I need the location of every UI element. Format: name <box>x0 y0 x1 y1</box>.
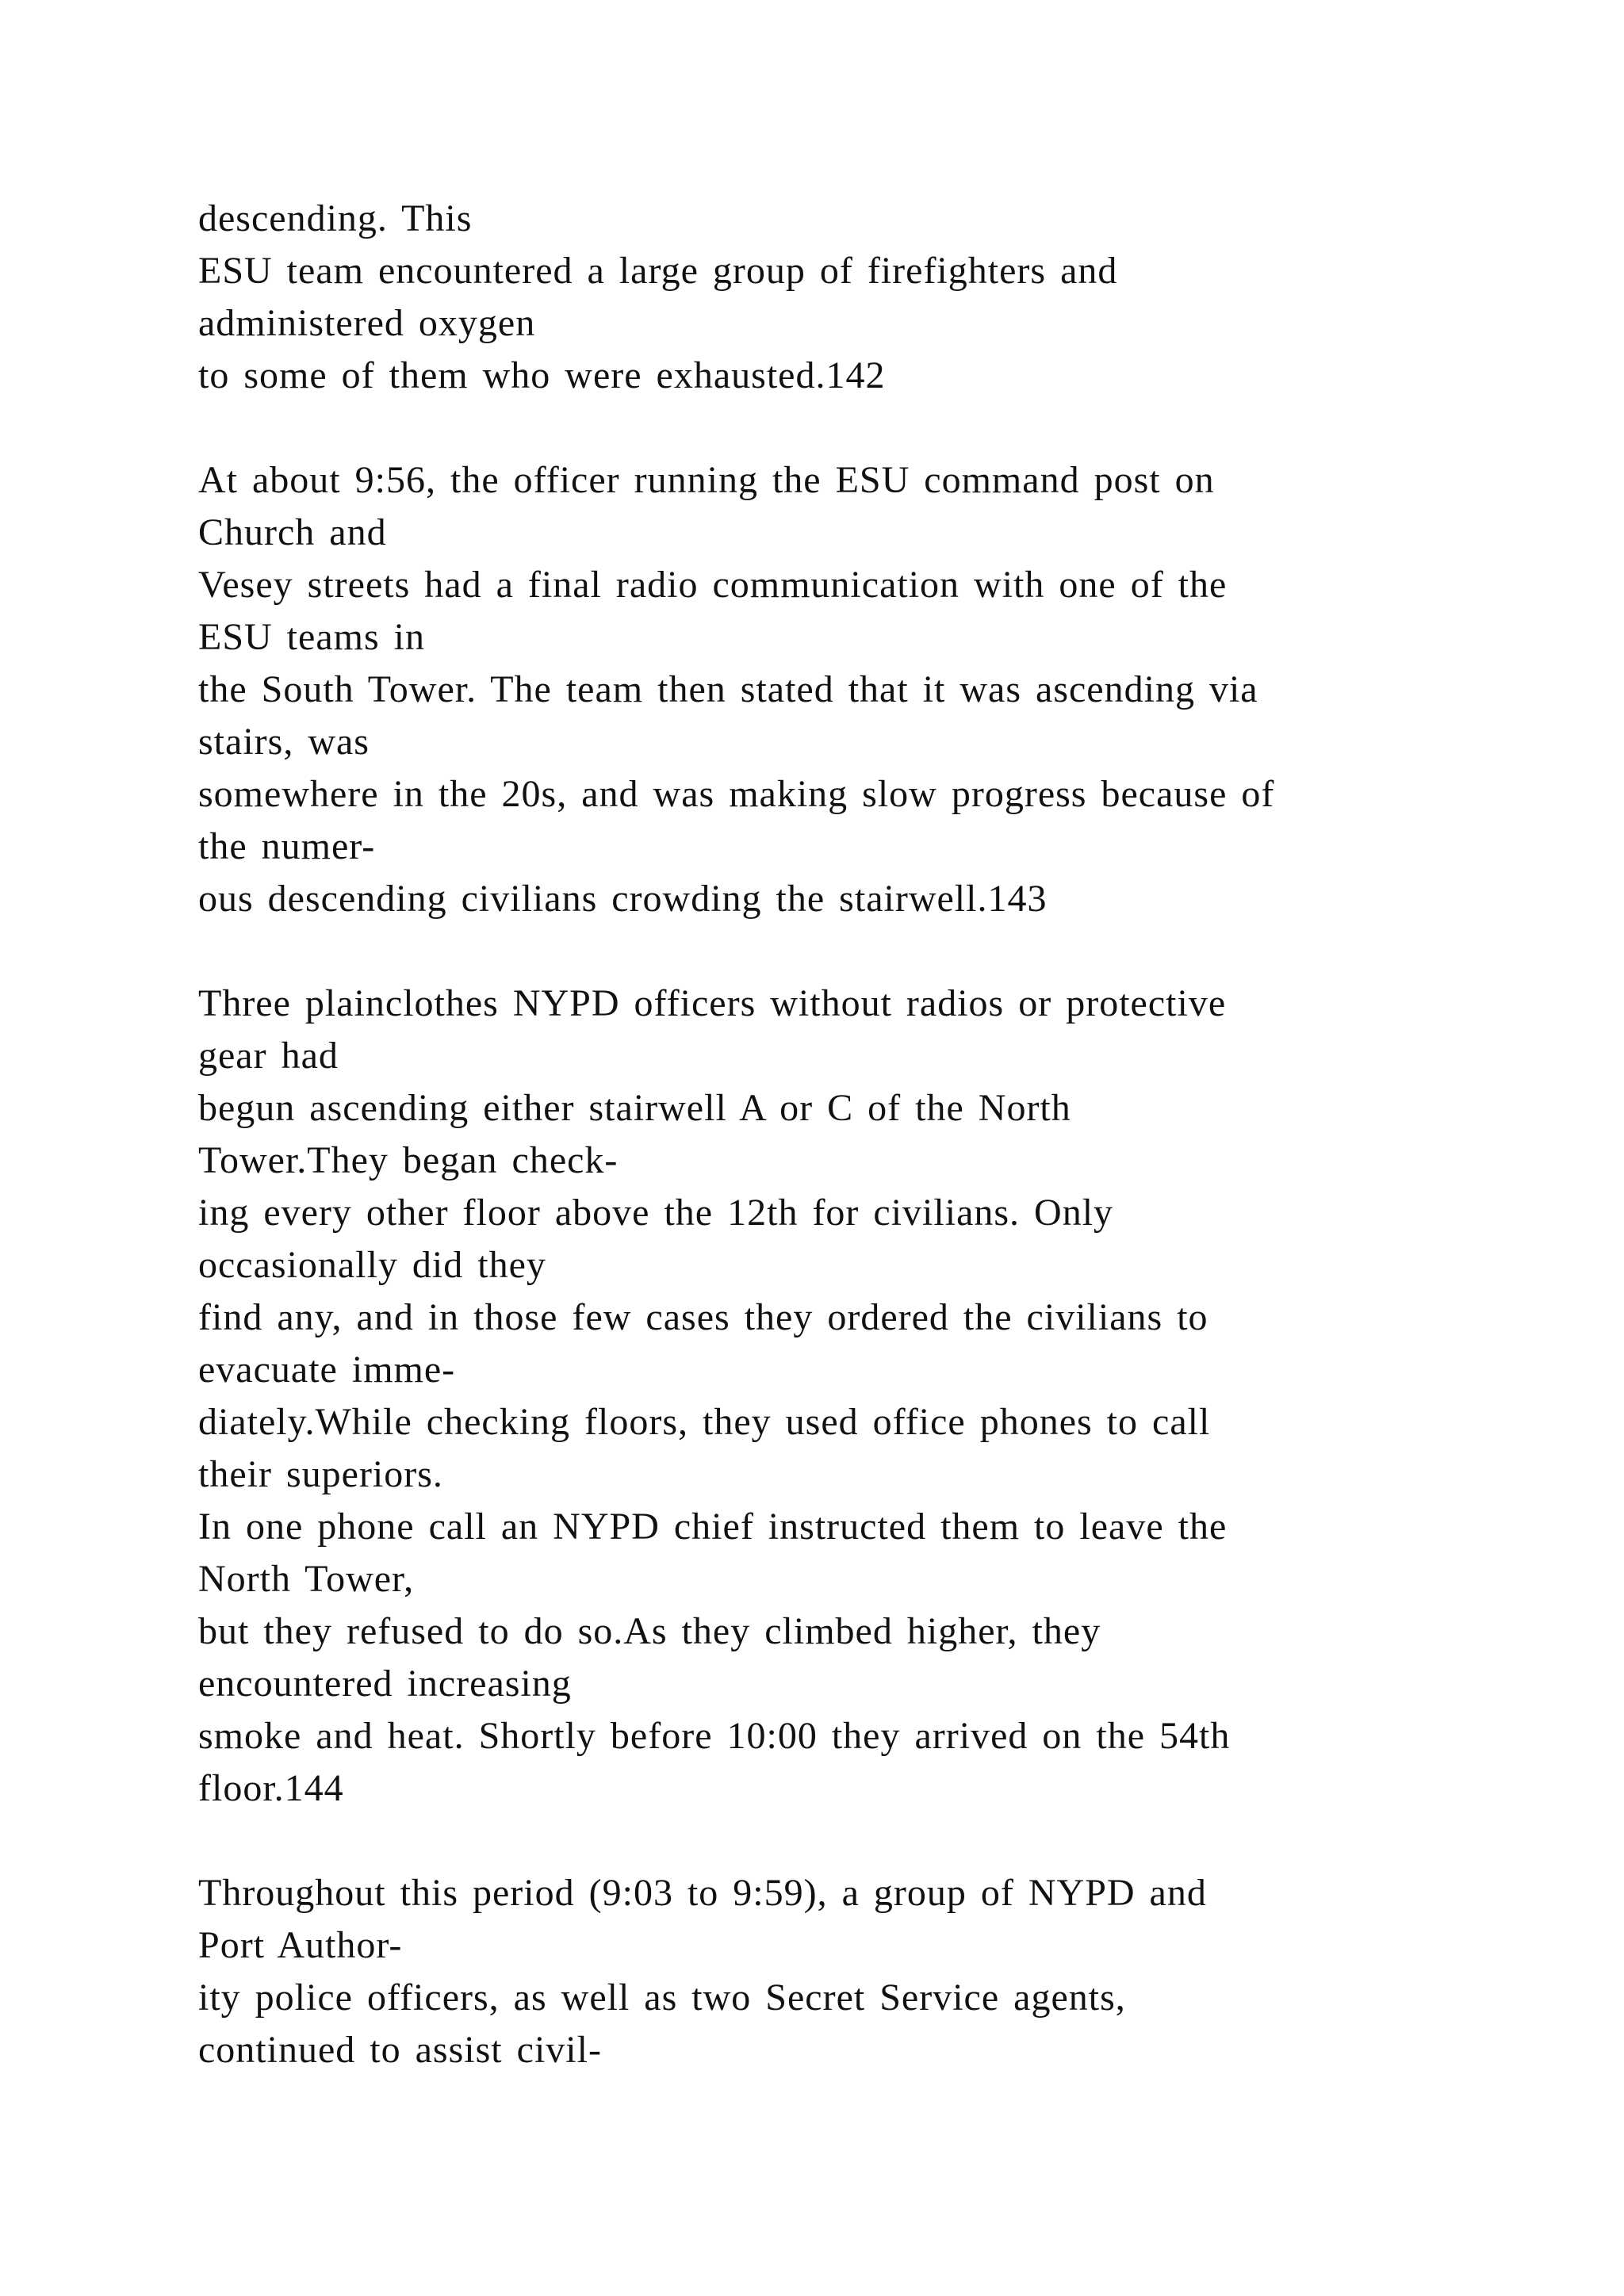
text-line: the numer- <box>198 825 376 867</box>
paragraph-gap <box>198 402 1546 454</box>
text-line: ous descending civilians crowding the stairwell.143 <box>198 878 1048 920</box>
paragraph-gap <box>198 925 1546 978</box>
text-line: their superiors. <box>198 1453 443 1495</box>
text-line: diately.While checking floors, they used office phones to call <box>198 1401 1211 1443</box>
text-line: Tower.They began check- <box>198 1139 619 1181</box>
paragraph <box>198 193 1546 402</box>
text-line: begun ascending either stairwell A or C of the North <box>198 1087 1071 1129</box>
text-line: At about 9:56, the officer running the ESU command post on <box>198 459 1215 501</box>
text-line: ESU team encountered a large group of firefighters and <box>198 250 1118 292</box>
paragraph <box>198 1867 1546 2076</box>
text-line: ing every other floor above the 12th for civilians. Only <box>198 1192 1114 1234</box>
text-line: encountered increasing <box>198 1663 572 1705</box>
text-line: In one phone call an NYPD chief instructed them to leave the <box>198 1506 1228 1548</box>
text-line: smoke and heat. Shortly before 10:00 they arrived on the 54th <box>198 1715 1231 1757</box>
paragraph <box>198 978 1546 1815</box>
text-line: ity police officers, as well as two Secret Service agents, <box>198 1976 1126 2019</box>
text-line: continued to assist civil- <box>198 2029 602 2071</box>
text-line: floor.144 <box>198 1767 344 1809</box>
text-line: but they refused to do so.As they climbed higher, they <box>198 1610 1101 1652</box>
text-line: to some of them who were exhausted.142 <box>198 354 886 396</box>
text-line: descending. This <box>198 197 473 239</box>
text-line: Port Author- <box>198 1924 403 1966</box>
text-line: administered oxygen <box>198 302 536 344</box>
text-line: Church and <box>198 511 387 553</box>
text-line: gear had <box>198 1035 339 1077</box>
text-line: stairs, was <box>198 721 370 763</box>
paragraph <box>198 454 1546 925</box>
text-line: Throughout this period (9:03 to 9:59), a group of NYPD and <box>198 1872 1207 1914</box>
text-line: somewhere in the 20s, and was making slow progress because of <box>198 773 1275 815</box>
paragraph-gap <box>198 1815 1546 1867</box>
text-line: North Tower, <box>198 1558 415 1600</box>
text-line: evacuate imme- <box>198 1349 456 1391</box>
text-line: Three plainclothes NYPD officers without radios or protective <box>198 982 1227 1024</box>
text-line: Vesey streets had a final radio communication with one of the <box>198 564 1228 606</box>
text-line: occasionally did they <box>198 1244 546 1286</box>
text-line: the South Tower. The team then stated that it was ascending via <box>198 668 1258 710</box>
body-text <box>198 193 1546 2076</box>
text-line: ESU teams in <box>198 616 425 658</box>
text-line: find any, and in those few cases they ordered the civilians to <box>198 1296 1208 1338</box>
